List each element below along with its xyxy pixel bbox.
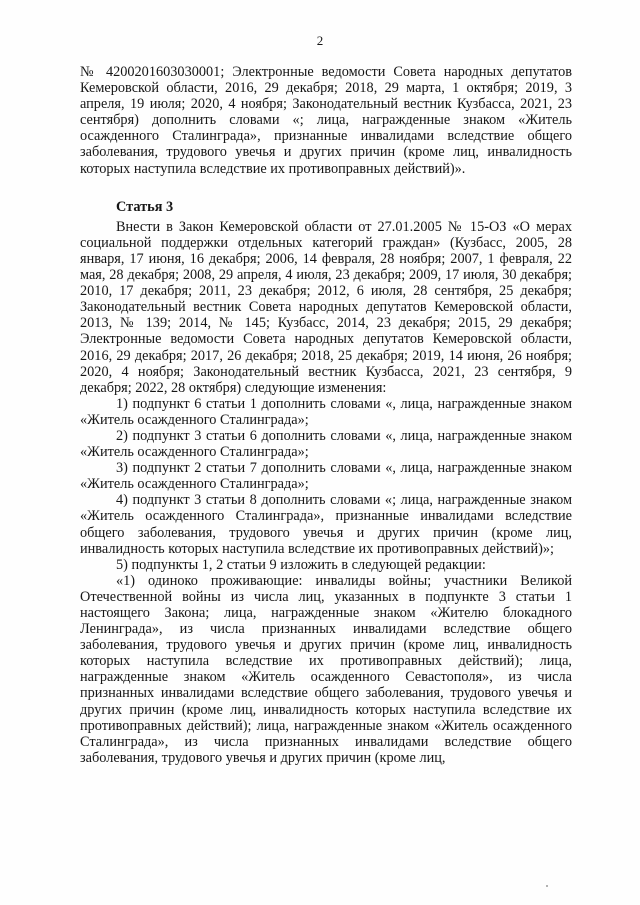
page-number: 2: [316, 33, 324, 48]
list-item-1: 1) подпункт 6 статьи 1 дополнить словами «, лица, награжденные знаком «Житель осажденного Сталинграда»;: [80, 395, 572, 428]
list-item-5: 5) подпункты 1, 2 статьи 9 изложить в следующей редакции:: [116, 556, 486, 573]
article-heading: Статья 3: [116, 198, 174, 215]
quoted-subitem-1: «1) одиноко проживающие: инвалиды войны; участники Великой Отечественной войны из числа лиц, указанных в подпункте 3 статьи 1 настоящего Закона; лица, награжденные знаком «Жителю блокадного Ленинграда», из числа признанных инвалидами вследствие общего заболевания, трудового увечья и других причин (кроме лиц, инвалидность которых наступила вследствие их противоправных действий); лица, награжденные знаком «Житель осажденного Севастополя», из числа признанных инвалидами вследствие общего заболевания, трудового увечья и других причин (кроме лиц, инвалидность которых наступила вследствие их противоправных действий); лица, награжденные знаком «Житель осажденного Сталинграда», из числа признанных инвалидами вследствие общего заболевания, трудового увечья и других причин (кроме лиц,: [80, 572, 572, 766]
list-item-4: 4) подпункт 3 статьи 8 дополнить словами «; лица, награжденные знаком «Житель осажденного Сталинграда», признанные инвалидами вследствие общего заболевания, трудового увечья и других причин (кроме лиц, инвалидность которых наступила вследствие их противоправных действий)»;: [80, 492, 572, 557]
list-item-2: 2) подпункт 3 статьи 6 дополнить словами «, лица, награжденные знаком «Житель осажденного Сталинграда»;: [80, 427, 572, 461]
paragraph-continuation: № 4200201603030001; Электронные ведомости Совета народных депутатов Кемеровской области, 2016, 29 декабря; 2018, 29 марта, 1 октября; 2019, 3 апреля, 19 июля; 2020, 4 ноября; Законодательный вестник Кузбасса, 2021, 23 сентября) дополнить словами «; лица, награжденные знаком «Житель осажденного Сталинграда», признанные инвалидами вследствие общего заболевания, трудового увечья и других причин (кроме лиц, инвалидность которых наступила вследствие их противоправных действий)».: [80, 64, 572, 177]
scan-speck: [546, 885, 548, 887]
paragraph-article-intro: Внести в Закон Кемеровской области от 27.01.2005 № 15-ОЗ «О мерах социальной поддержки отдельных категорий граждан» (Кузбасс, 2005, 28 января, 17 июня, 16 декабря; 2006, 14 февраля, 28 ноября; 2007, 1 февраля, 22 мая, 28 декабря; 2008, 29 апреля, 4 июля, 23 декабря; 2009, 17 июля, 30 декабря; 2010, 17 декабря; 2011, 23 декабря; 2012, 6 июля, 28 сентября, 25 декабря; Законодательный вестник Совета народных депутатов Кемеровской области, 2013, № 139; 2014, № 145; Кузбасс, 2014, 23 декабря; 2015, 29 декабря; Электронные ведомости Совета народных депутатов Кемеровской области, 2016, 29 декабря; 2017, 26 декабря; 2018, 25 декабря; 2019, 14 июня, 26 ноября; 2020, 4 ноября; Законодательный вестник Кузбасса, 2021, 23 сентября, 9 декабря; 2022, 28 октября) следующие изменения:: [80, 218, 572, 396]
list-item-3: 3) подпункт 2 статьи 7 дополнить словами «, лица, награжденные знаком «Житель осажденного Сталинграда»;: [80, 460, 572, 493]
document-body: [80, 64, 572, 766]
